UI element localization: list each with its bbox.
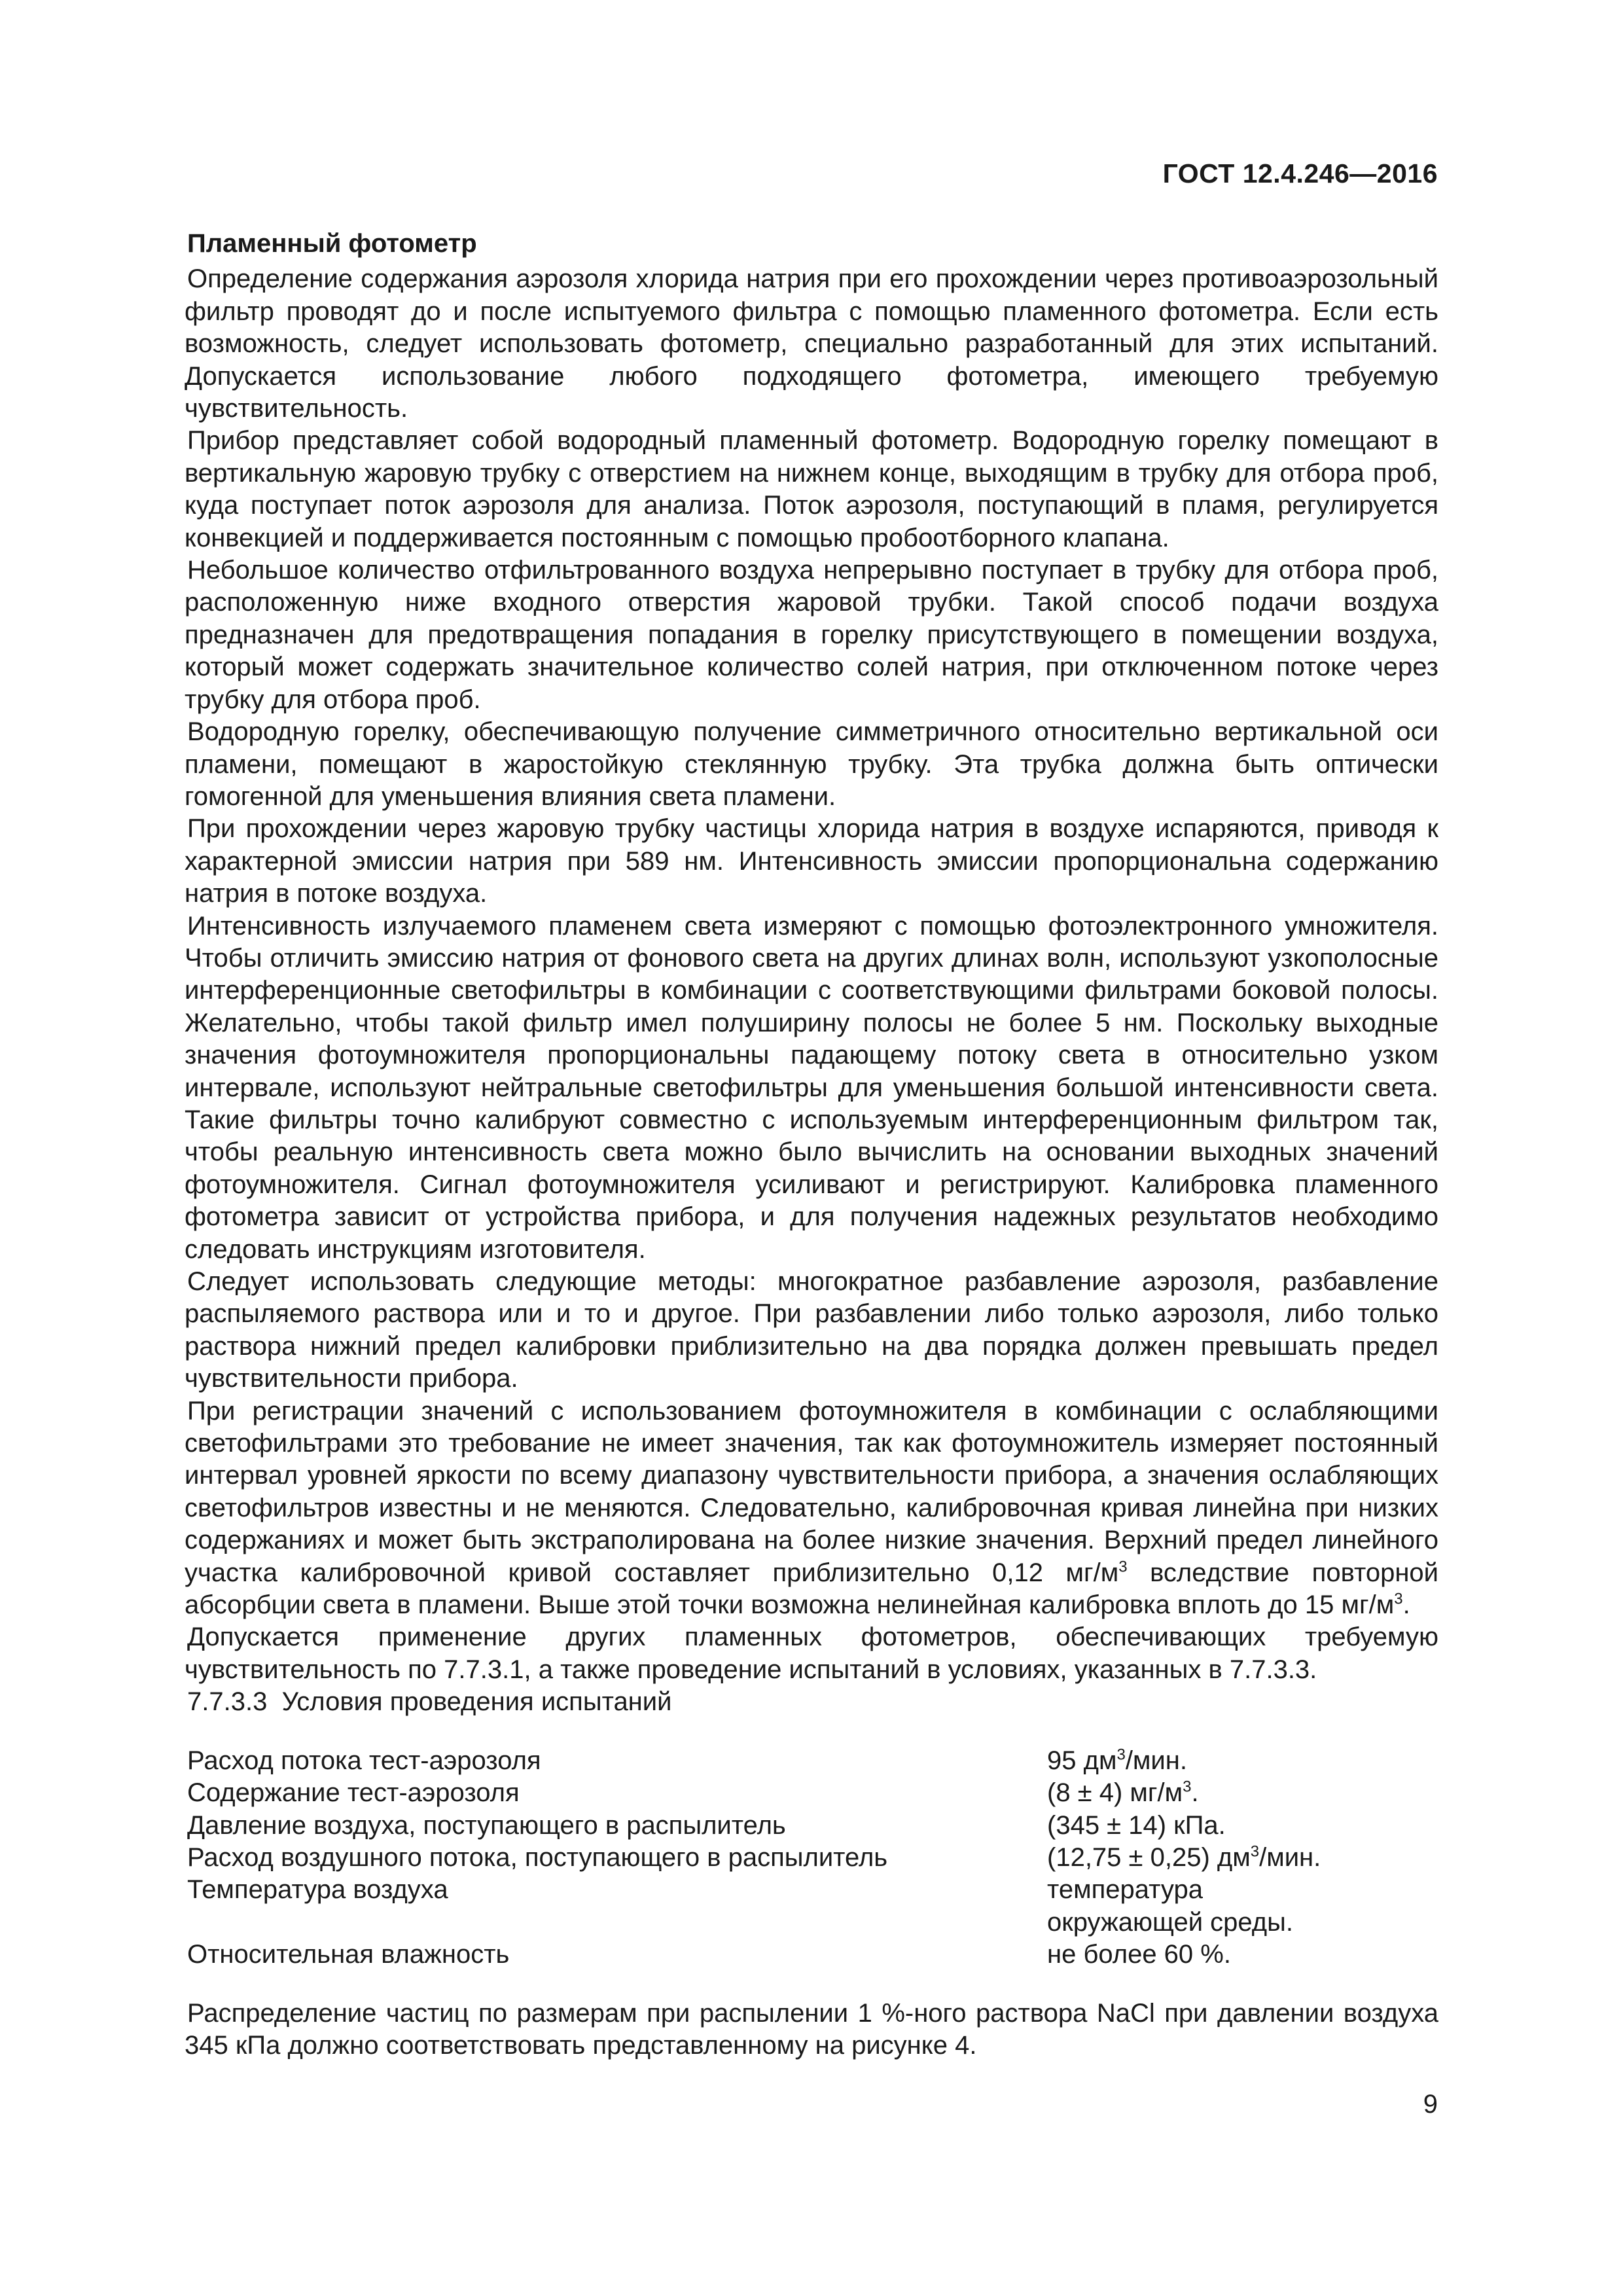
condition-row: [185, 1810, 1438, 1842]
clause-heading: [185, 1686, 1438, 1718]
condition-label: Расход потока тест-аэрозоля: [187, 1746, 541, 1775]
value-text: (12,75 ± 0,25) дм: [1047, 1842, 1251, 1872]
condition-row: [185, 1842, 1438, 1874]
value-text: /мин.: [1125, 1746, 1187, 1775]
value-text: (345 ± 14) кПа.: [1047, 1810, 1226, 1840]
paragraph: Водородную горелку, обеспечивающую получение симметричного относительно вертикальной оси пламени, помещают в жаростойкую стеклянную трубку. Эта трубка должна быть оптически гомогенной для уменьшения влияния света пламени.: [185, 717, 1438, 811]
clause-number: 7.7.3.3: [187, 1687, 268, 1717]
value-text: /мин.: [1259, 1842, 1321, 1872]
value-text: не более 60 %.: [1047, 1940, 1231, 1969]
paragraph: Прибор представляет собой водородный пламенный фотометр. Водородную горелку помещают в вертикальную жаровую трубку с отверстием на нижнем конце, выходящим в трубку для отбора проб, куда поступает поток аэрозоля для анализа. Поток аэрозоля, поступающий в пламя, регулируется конвекцией и поддерживается постоянным с помощью пробоотборного клапана.: [185, 426, 1438, 552]
paragraph-calibration: [185, 1395, 1438, 1622]
condition-value: [1047, 1745, 1438, 1777]
value-text: температура: [1047, 1875, 1203, 1905]
condition-value: [1047, 1907, 1438, 1939]
paragraph: При прохождении через жаровую трубку частицы хлорида натрия в воздухе испаряются, приводя к характерной эмиссии натрия при 589 нм. Интенсивность эмиссии пропорциональна содержанию натрия в потоке воздуха.: [185, 814, 1438, 908]
condition-value: [1047, 1777, 1438, 1809]
conditions-list: [185, 1745, 1438, 1971]
page-content: [185, 228, 1438, 2062]
condition-row: [185, 1874, 1438, 1906]
superscript: 3: [1116, 1746, 1126, 1764]
paragraph-closing: Распределение частиц по размерам при распылении 1 %-ного раствора NaCl при давлении воздуха 345 кПа должно соответствовать представленному на рисунке 4.: [185, 1998, 1438, 2060]
condition-label: Содержание тест-аэрозоля: [187, 1778, 520, 1808]
condition-label: Относительная влажность: [187, 1940, 510, 1969]
paragraph: Следует использовать следующие методы: многократное разбавление аэрозоля, разбавление распыляемого раствора или и то и другое. При разбавлении либо только аэрозоля, либо только раствора нижний предел калибровки приблизительно на два порядка должен превышать предел чувствительности прибора.: [185, 1267, 1438, 1393]
paragraph: Интенсивность излучаемого пламенем света измеряют с помощью фотоэлектронного умножителя. Чтобы отличить эмиссию натрия от фонового света на других длинах волн, используют узкополосные интерференционные светофильтры в комбинации с соответствующими фильтрами боковой полосы. Желательно, чтобы такой фильтр имел полуширину полосы не более 5 нм. Поскольку выходные значения фотоумножителя пропорциональны падающему потоку света в относительно узком интервале, используют нейтральные светофильтры для уменьшения большой интенсивности света. Такие фильтры точно калибруют совместно с используемым интерференционным фильтром так, чтобы реальную интенсивность света можно было вычислить на основании выходных значений фотоумножителя. Сигнал фотоумножителя усиливают и регистрируют. Калибровка пламенного фотометра зависит от устройства прибора, и для получения надежных результатов необходимо следовать инструкциям изготовителя.: [185, 911, 1438, 1264]
superscript: 3: [1118, 1558, 1128, 1576]
superscript: 3: [1394, 1590, 1403, 1608]
condition-value: [1047, 1810, 1438, 1842]
value-text: окружающей среды.: [1047, 1907, 1293, 1937]
text-segment: вследствие повторной абсорбции света в пламени. Выше этой точки возможна нелинейная калибровка вплоть до 15 мг/м: [185, 1558, 1438, 1620]
condition-row: [185, 1939, 1438, 1971]
condition-row: [185, 1745, 1438, 1777]
text-segment: При регистрации значений с использованием фотоумножителя в комбинации с ослабляющими светофильтрами это требование не имеет значения, так как фотоумножитель измеряет постоянный интервал уровней яркости по всему диапазону чувствительности прибора, а значения ослабляющих светофильтров известны и не меняются. Следовательно, калибровочная кривая линейна при низких содержаниях и может быть экстраполирована на более низкие значения. Верхний предел линейного участка калибровочной кривой составляет приблизительно 0,12 мг/м: [185, 1396, 1438, 1587]
section-heading: Пламенный фотометр: [187, 229, 477, 258]
condition-label: Расход воздушного потока, поступающего в распылитель: [187, 1842, 888, 1872]
page-number: 9: [1423, 2090, 1438, 2119]
paragraph: Определение содержания аэрозоля хлорида натрия при его прохождении через противоаэрозольный фильтр проводят до и после испытуемого фильтра с помощью пламенного фотометра. Если есть возможность, следует использовать фотометр, специально разработанный для этих испытаний. Допускается использование любого подходящего фотометра, имеющего требуемую чувствительность.: [185, 264, 1438, 423]
clause-title: Условия проведения испытаний: [281, 1687, 672, 1717]
condition-row: [185, 1777, 1438, 1809]
condition-label: Температура воздуха: [187, 1875, 448, 1905]
condition-label: [185, 1907, 1047, 1939]
value-text: 95 дм: [1047, 1746, 1117, 1775]
superscript: 3: [1183, 1778, 1192, 1796]
superscript: 3: [1250, 1842, 1260, 1861]
standard-header: ГОСТ 12.4.246—2016: [1162, 158, 1438, 188]
condition-value: [1047, 1874, 1438, 1906]
condition-row: [185, 1907, 1438, 1939]
paragraph: Допускается применение других пламенных фотометров, обеспечивающих требуемую чувствительность по 7.7.3.1, а также проведение испытаний в условиях, указанных в 7.7.3.3.: [185, 1623, 1438, 1684]
value-text: (8 ± 4) мг/м: [1047, 1778, 1183, 1808]
value-text: .: [1191, 1778, 1199, 1808]
condition-value: [1047, 1939, 1438, 1971]
text-segment: .: [1402, 1590, 1410, 1620]
condition-value: [1047, 1842, 1438, 1874]
paragraph: Небольшое количество отфильтрованного воздуха непрерывно поступает в трубку для отбора проб, расположенную ниже входного отверстия жаровой трубки. Такой способ подачи воздуха предназначен для предотвращения попадания в горелку присутствующего в помещении воздуха, который может содержать значительное количество солей натрия, при отключенном потоке через трубку для отбора проб.: [185, 556, 1438, 714]
condition-label: Давление воздуха, поступающего в распылитель: [187, 1810, 786, 1840]
